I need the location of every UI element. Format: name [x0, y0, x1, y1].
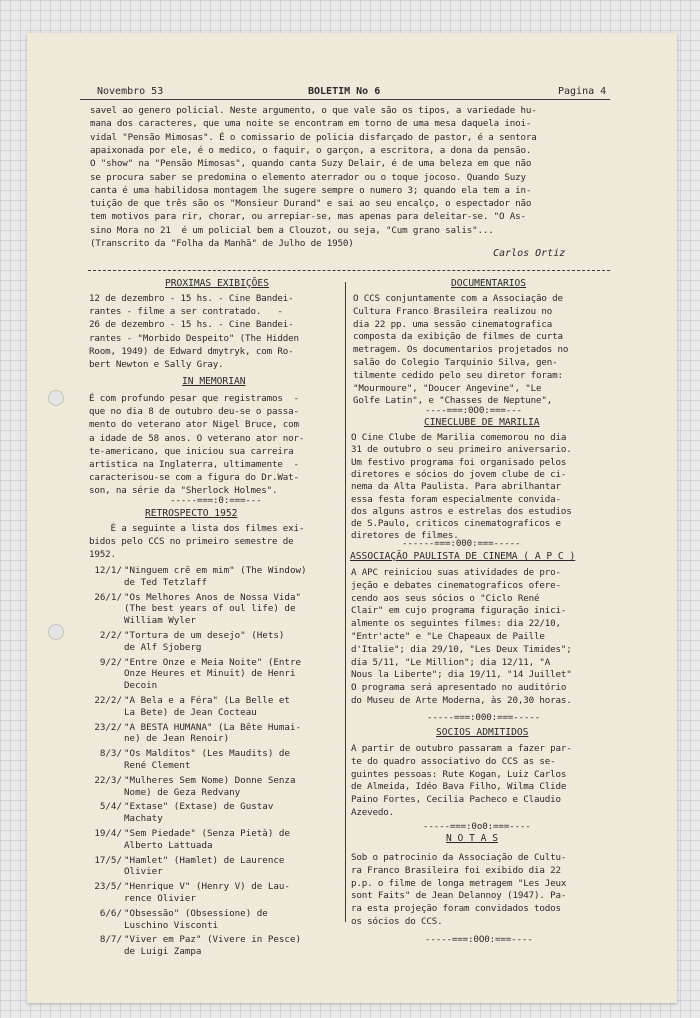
retro-film-line: de Ted Tetzlaff [124, 576, 207, 588]
text-line: tem motivos para rir, chorar, ou arrepiar-se, mas apenas para deleitar-se. "O As- [90, 211, 526, 223]
text-line: os sócios do CCS. [351, 916, 443, 927]
text-line: Clair" em cujo programa figuração inici- [351, 605, 567, 617]
retro-film-line: "Ninguem crê em mim" (The Window) [124, 565, 307, 576]
text-line: É a seguinte a lista dos filmes exi- [89, 523, 305, 534]
text-line: diretores e sócios do jovem clube de ci- [351, 468, 567, 480]
marilia-heading: CINECLUBE DE MARILIA [424, 417, 540, 428]
text-line: cendo aos seus sócios o "Ciclo René [351, 592, 540, 604]
retro-film-line: ne) de Jean Renoir) [124, 733, 230, 745]
apc-heading: ASSOCIAÇÃO PAULISTA DE CINEMA ( A P C ) [350, 551, 576, 562]
text-line: Sob o patrocinio da Associação de Cultu- [351, 852, 567, 863]
text-line: dia 5/11, "Le Million"; dia 12/11, "A [351, 656, 551, 668]
text-line: caracterisou-se com a figura do Dr.Wat- [89, 472, 299, 484]
text-line: apaixonada por ele, é o medico, o faquir, o garçon, a escritora, a dona da pensão. [90, 144, 532, 156]
text-line: composta da exibição de filmes de curta [353, 331, 563, 343]
retro-film-line: "Henrique V" (Henry V) de Lau- [124, 881, 290, 893]
retro-film-line: "A BESTA HUMANA" (La Bête Humai- [124, 721, 302, 733]
text-line: mento do veterano ator Nigel Bruce, com [89, 419, 299, 431]
text-line: guintes pessoas: Rute Kogan, Luiz Carlos [351, 768, 567, 780]
text-line: Cultura Franco Brasileira realizou no [353, 305, 553, 317]
text-line: se procura saber se predomina o elemento aterrador ou o toque jocoso. Quando Suzy [90, 171, 526, 183]
separator: -----===:0:===--- [170, 495, 262, 506]
retro-date: 23/2/ [94, 721, 122, 733]
text-line: canta é uma habilidosa montagem lhe sugere sempre o numero 3; quando ela tem a in- [90, 184, 532, 196]
text-line: ra esta projeção foram convidados todos [351, 903, 561, 915]
retro-film-line: (The best years of oul life) de [124, 603, 296, 615]
retro-film-line: "Entre Onze e Meia Noite" (Entre [124, 656, 302, 668]
text-line: Nous la Liberte"; dia 19/11, "14 Juillet" [351, 669, 572, 681]
retro-film-line: "Viver em Paz" (Vivere in Pesce) [124, 934, 302, 946]
text-line: mana dos caracteres, que uma noite se encontram em torno de uma mesa daquela inoi- [90, 118, 532, 130]
text-line: (Transcrito da "Folha da Manhã" de Julho de 1950) [90, 238, 354, 249]
retro-film-line: Nome) de Geza Redvany [124, 786, 241, 798]
separator: ------===:000:===----- [402, 538, 521, 549]
separator: -----===:0o0:===---- [423, 821, 531, 832]
separator: ----===:0O0:===--- [425, 405, 522, 416]
text-line: nema da Alta Paulista. Para abrilhantar [351, 481, 561, 493]
retro-film-line: "A Bela e a Féra" (La Belle et [124, 695, 290, 706]
text-line: tilmente cedido pelo seu diretor foram: [353, 369, 563, 381]
retro-film-line: Machaty [124, 813, 163, 825]
punch-hole [48, 390, 64, 406]
bulletin-title: BOLETIM No 6 [308, 86, 381, 97]
text-line: "Mourmoure", "Doucer Angevine", "Le [353, 382, 542, 394]
retro-film-line: "Mulheres Sem Nome) Donne Senza [124, 774, 296, 786]
retro-date: 5/4/ [99, 801, 122, 813]
punch-hole [48, 624, 64, 640]
retro-film-line: de Alf Sjoberg [124, 641, 202, 653]
text-line: dos alguns astros e estrelas dos estudios [351, 505, 572, 517]
text-line: sont Faits" de Jean Delannoy (1947). Pa- [351, 890, 567, 902]
memorian-heading: IN MEMORIAN [182, 376, 246, 387]
retro-date: 9/2/ [99, 656, 122, 668]
retro-film-line: Olivier [124, 866, 163, 878]
retro-heading: RETROSPECTO 1952 [145, 508, 238, 519]
retro-film-line: William Wyler [124, 615, 196, 627]
retro-date: 6/6/ [99, 907, 122, 919]
text-line: 26 de dezembro - 15 hs. - Cine Bandei- [89, 319, 294, 331]
text-line: dia 22 pp. uma sessão cinematografica [353, 318, 553, 330]
text-line: rantes - "Morbido Despeito" (The Hidden [89, 332, 299, 344]
text-line: jeção e debates cinematograficos ofere- [351, 579, 561, 591]
text-line: Azevedo. [351, 807, 395, 818]
retro-date: 19/4/ [94, 828, 122, 839]
text-line: O CCS conjuntamente com a Associação de [353, 293, 563, 304]
text-line: A partir de outubro passaram a fazer par- [351, 743, 572, 754]
text-line: "Entr'acte" e "Le Chapeaux de Paille [351, 631, 545, 642]
text-line: Paino Fortes, Cecilia Pacheco e Claudio [351, 794, 561, 806]
retro-film-line: "Tortura de um desejo" (Hets) [124, 630, 285, 641]
text-line: artistica na Inglaterra, ultimamente - [89, 459, 299, 470]
text-line: 31 de outubro o seu primeiro aniversario. [351, 444, 572, 456]
text-line: vidal "Pensão Mimosas". É o comissario de policia disfarçado de pastor, é a sentora [90, 131, 537, 143]
text-line: tuição de que três são os "Monsieur Durand" e sai ao seu encalço, o espectador não [90, 198, 532, 210]
issue-month: Novembro 53 [97, 86, 164, 97]
retro-film-line: "Obsessão" (Obsessione) de [124, 907, 268, 919]
retro-film-line: "Sem Piedade" (Senza Pietà) de [124, 828, 290, 839]
text-line: d'Italie"; dia 29/10, "Les Deux Timides"; [351, 643, 572, 655]
column-divider [345, 282, 346, 922]
text-line: p.p. o filme de longa metragem "Les Jeux [351, 877, 567, 889]
retro-film-line: "Hamlet" (Hamlet) de Laurence [124, 854, 285, 866]
retro-date: 12/1/ [94, 565, 122, 576]
retro-film-line: rence Olivier [124, 892, 196, 904]
text-line: Room, 1949) de Edward dmytryk, com Ro- [89, 345, 294, 357]
retro-film-line: René Clement [124, 759, 191, 771]
text-line: É com profundo pesar que registramos - [89, 393, 299, 404]
retro-date: 8/7/ [99, 934, 122, 946]
text-line: O Cine Clube de Marilia comemorou no dia [351, 432, 567, 443]
retro-film-line: "Os Malditos" (Les Maudits) de [124, 748, 290, 760]
retro-date: 22/3/ [94, 774, 122, 786]
text-line: Um festivo programa foi organisado pelos [351, 456, 567, 468]
retro-film-line: Alberto Lattuada [124, 839, 213, 851]
documentarios-heading: DOCUMENTARIOS [451, 278, 527, 289]
socios-heading: SOCIOS ADMITIDOS [436, 727, 529, 738]
text-line: sino Mora no 21 é um policial bem a Clouzot, ou seja, "Cum grano salis"... [90, 224, 494, 236]
text-line: O programa será apresentado no auditório [351, 682, 567, 694]
retro-film-line: Decoin [124, 680, 158, 692]
text-line: salão do Colegio Tarquinio Silva, gen- [353, 357, 558, 368]
text-line: bidos pelo CCS no primeiro semestre de [89, 536, 294, 548]
text-line: bert Newton e Sally Gray. [89, 359, 224, 370]
text-line: de S.Paulo, criticos cinematograficos e [351, 518, 561, 530]
separator: -----===:0O0:===---- [425, 934, 533, 945]
text-line: son, na série da "Sherlock Holmes". [89, 485, 278, 497]
text-line: a idade de 58 anos. O veterano ator nor- [89, 432, 305, 444]
text-line: almente os seguintes filmes: dia 22/10, [351, 618, 561, 630]
text-line: rantes - filme a ser contratado. - [89, 306, 283, 318]
text-line: Golfe Latin", e "Chasses de Neptune", [353, 395, 553, 407]
text-line: de Almeida, Idéo Bava Filho, Wilma Clide [351, 781, 567, 793]
retro-film-line: Luschino Visconti [124, 919, 219, 931]
text-line: 1952. [89, 549, 116, 561]
page-number: Pagina 4 [558, 86, 607, 97]
retro-film-line: La Bete) de Jean Cocteau [124, 706, 257, 718]
retro-date: 8/3/ [99, 748, 122, 760]
retro-film-line: "Extase" (Extase) de Gustav [124, 801, 274, 813]
text-line: te do quadro associativo do CCS as se- [351, 755, 556, 767]
text-line: essa festa foram especialmente convida- [351, 493, 561, 505]
text-line: ra Franco Brasileira foi exibido dia 22 [351, 864, 561, 876]
notas-heading: N O T A S [446, 833, 498, 844]
text-line: 12 de dezembro - 15 hs. - Cine Bandei- [89, 293, 294, 304]
retro-date: 26/1/ [94, 591, 122, 603]
retro-film-line: Onze Heures et Minuit) de Henri [124, 668, 296, 680]
retro-date: 2/2/ [99, 630, 122, 641]
retro-date: 22/2/ [94, 695, 122, 706]
separator: -----===:000:===----- [427, 712, 541, 723]
retro-film-line: "Os Melhores Anos de Nossa Vida" [124, 591, 302, 603]
text-line: metragem. Os documentarios projetados no [353, 344, 569, 356]
retro-film-line: de Luigi Zampa [124, 946, 202, 958]
retro-date: 17/5/ [94, 854, 122, 866]
text-line: te-americano, que iniciou sua carreira [89, 445, 294, 457]
text-line: diretores de filmes. [351, 530, 459, 542]
text-line: A APC reiniciou suas atividades de pro- [351, 567, 561, 578]
text-line: O "show" na "Pensão Mimosas", quando canta Suzy Delair, é de uma beleza em que não [90, 158, 532, 170]
section-divider [88, 270, 610, 271]
text-line: do Museu de Arte Moderna, às 20,30 horas. [351, 695, 572, 706]
proximas-heading: PROXIMAS EXIBIÇÕES [165, 278, 269, 289]
header-rule [80, 99, 610, 100]
retro-date: 23/5/ [94, 881, 122, 893]
signature: Carlos Ortiz [493, 248, 566, 259]
text-line: que no dia 8 de outubro deu-se o passa- [89, 406, 299, 418]
text-line: savel ao genero policial. Neste argumento, o que vale são os tipos, a variedade hu- [90, 105, 537, 116]
